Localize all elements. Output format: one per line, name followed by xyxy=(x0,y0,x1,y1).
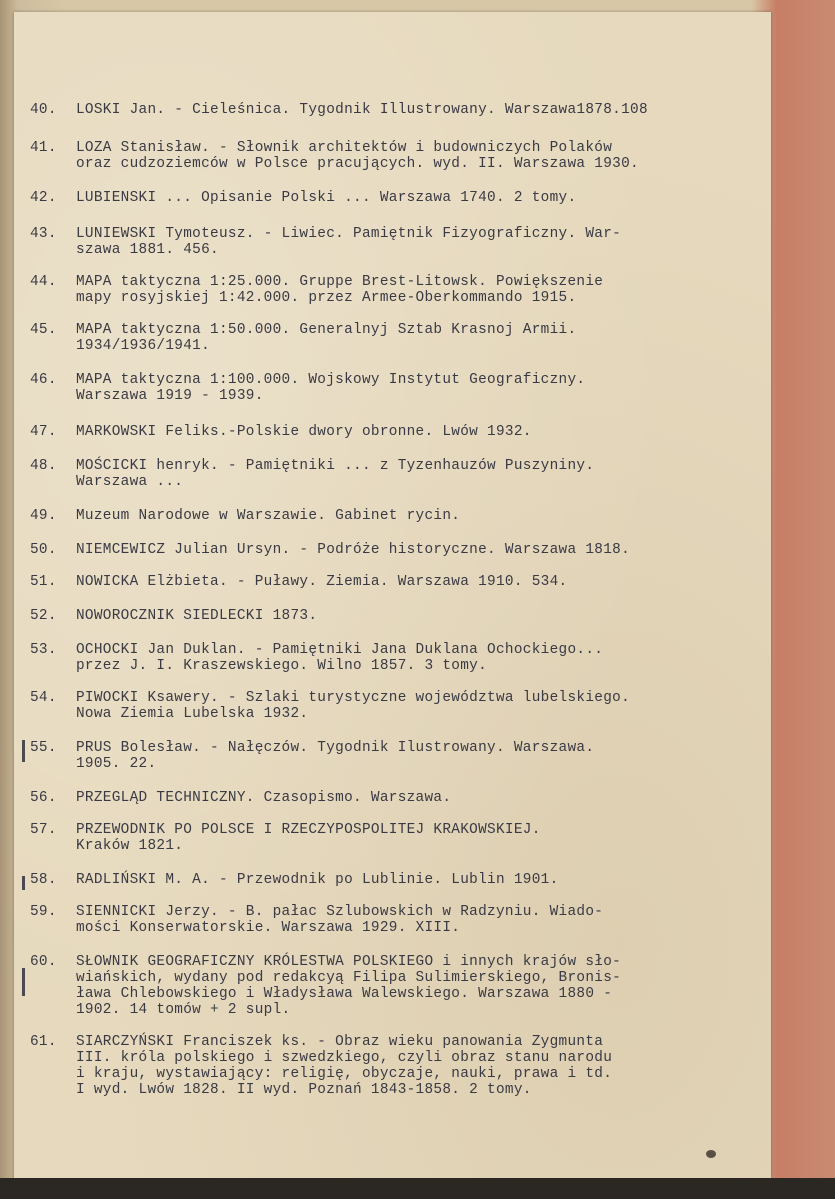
entry-48 xyxy=(30,458,765,490)
entry-number: 58. xyxy=(30,872,57,888)
entry-41 xyxy=(30,140,765,172)
entry-text: MAPA taktyczna 1:100.000. Wojskowy Instytut Geograficzny. Warszawa 1919 - 1939. xyxy=(76,372,586,404)
entry-number: 45. xyxy=(30,322,57,338)
entry-61 xyxy=(30,1034,765,1098)
entry-55 xyxy=(30,740,765,772)
entry-number: 40. xyxy=(30,102,57,118)
margin-tick xyxy=(22,968,25,996)
entry-number: 47. xyxy=(30,424,57,440)
entry-number: 54. xyxy=(30,690,57,706)
entry-number: 51. xyxy=(30,574,57,590)
entry-text: OCHOCKI Jan Duklan. - Pamiętniki Jana Duklana Ochockiego... przez J. I. Kraszewskiego. Wilno 1857. 3 tomy. xyxy=(76,642,604,674)
entry-46 xyxy=(30,372,765,404)
entry-number: 42. xyxy=(30,190,57,206)
entry-text: NIEMCEWICZ Julian Ursyn. - Podróże historyczne. Warszawa 1818. xyxy=(76,542,631,558)
entry-text: LUNIEWSKI Tymoteusz. - Liwiec. Pamiętnik Fizyograficzny. War- szawa 1881. 456. xyxy=(76,226,622,258)
entry-52 xyxy=(30,608,765,624)
entry-50 xyxy=(30,542,765,558)
entry-49 xyxy=(30,508,765,524)
entry-42 xyxy=(30,190,765,206)
entry-number: 55. xyxy=(30,740,57,756)
entry-40 xyxy=(30,102,765,118)
entry-number: 61. xyxy=(30,1034,57,1050)
entry-text: SŁOWNIK GEOGRAFICZNY KRÓLESTWA POLSKIEGO i innych krajów sło- wiańskich, wydany pod redakcyą Filipa Sulimierskiego, Bronis- ława Chlebowskiego i Władysława Walewskiego. Warszawa 1880 - 1902. 14 tomów + 2 supl. xyxy=(76,954,622,1018)
entry-text: MAPA taktyczna 1:50.000. Generalnyj Sztab Krasnoj Armii. 1934/1936/1941. xyxy=(76,322,577,354)
entry-text: MOŚCICKI henryk. - Pamiętniki ... z Tyzenhauzów Puszyniny. Warszawa ... xyxy=(76,458,595,490)
entry-text: NOWICKA Elżbieta. - Puławy. Ziemia. Warszawa 1910. 534. xyxy=(76,574,568,590)
entry-number: 53. xyxy=(30,642,57,658)
entry-number: 48. xyxy=(30,458,57,474)
entry-text: SIENNICKI Jerzy. - B. pałac Szlubowskich w Radzyniu. Wiado- mości Konserwatorskie. Warszawa 1929. XIII. xyxy=(76,904,604,936)
margin-tick xyxy=(22,740,25,762)
entry-53 xyxy=(30,642,765,674)
entry-57 xyxy=(30,822,765,854)
entry-text: PRZEWODNIK PO POLSCE I RZECZYPOSPOLITEJ KRAKOWSKIEJ. Kraków 1821. xyxy=(76,822,541,854)
scan-edge xyxy=(0,1178,835,1199)
entry-47 xyxy=(30,424,765,440)
entry-number: 43. xyxy=(30,226,57,242)
entry-number: 60. xyxy=(30,954,57,970)
entry-text: LOSKI Jan. - Cieleśnica. Tygodnik Illustrowany. Warszawa1878.108 xyxy=(76,102,648,118)
entry-text: NOWOROCZNIK SIEDLECKI 1873. xyxy=(76,608,318,624)
paper-spot xyxy=(706,1150,716,1158)
entry-number: 56. xyxy=(30,790,57,806)
entry-text: PIWOCKI Ksawery. - Szlaki turystyczne województwa lubelskiego. Nowa Ziemia Lubelska 1932. xyxy=(76,690,631,722)
entry-number: 52. xyxy=(30,608,57,624)
entry-number: 57. xyxy=(30,822,57,838)
entry-54 xyxy=(30,690,765,722)
entry-43 xyxy=(30,226,765,258)
entry-text: MARKOWSKI Feliks.-Polskie dwory obronne. Lwów 1932. xyxy=(76,424,532,440)
entry-text: RADLIŃSKI M. A. - Przewodnik po Lublinie. Lublin 1901. xyxy=(76,872,559,888)
entry-59 xyxy=(30,904,765,936)
entry-text: Muzeum Narodowe w Warszawie. Gabinet rycin. xyxy=(76,508,461,524)
entry-number: 50. xyxy=(30,542,57,558)
entry-58 xyxy=(30,872,765,888)
entry-text: LOZA Stanisław. - Słownik architektów i budowniczych Polaków oraz cudzoziemców w Polsce pracujących. wyd. II. Warszawa 1930. xyxy=(76,140,639,172)
entry-number: 46. xyxy=(30,372,57,388)
entry-51 xyxy=(30,574,765,590)
entry-56 xyxy=(30,790,765,806)
entry-text: LUBIENSKI ... Opisanie Polski ... Warszawa 1740. 2 tomy. xyxy=(76,190,577,206)
entry-text: PRZEGLĄD TECHNICZNY. Czasopismo. Warszawa. xyxy=(76,790,452,806)
entry-text: MAPA taktyczna 1:25.000. Gruppe Brest-Litowsk. Powiększenie mapy rosyjskiej 1:42.000. przez Armee-Oberkommando 1915. xyxy=(76,274,604,306)
entry-text: SIARCZYŃSKI Franciszek ks. - Obraz wieku panowania Zygmunta III. króla polskiego i szwedzkiego, czyli obraz stanu narodu i kraju, wystawiający: religię, obyczaje, nauki, prawa i td. I wyd. Lwów 1828. II wyd. Poznań 1843-1858. 2 tomy. xyxy=(76,1034,613,1098)
entry-number: 44. xyxy=(30,274,57,290)
entry-number: 49. xyxy=(30,508,57,524)
entry-text: PRUS Bolesław. - Nałęczów. Tygodnik Ilustrowany. Warszawa. 1905. 22. xyxy=(76,740,595,772)
entry-45 xyxy=(30,322,765,354)
margin-tick xyxy=(22,876,25,890)
entry-60 xyxy=(30,954,765,1018)
entry-number: 41. xyxy=(30,140,57,156)
entry-number: 59. xyxy=(30,904,57,920)
entry-44 xyxy=(30,274,765,306)
